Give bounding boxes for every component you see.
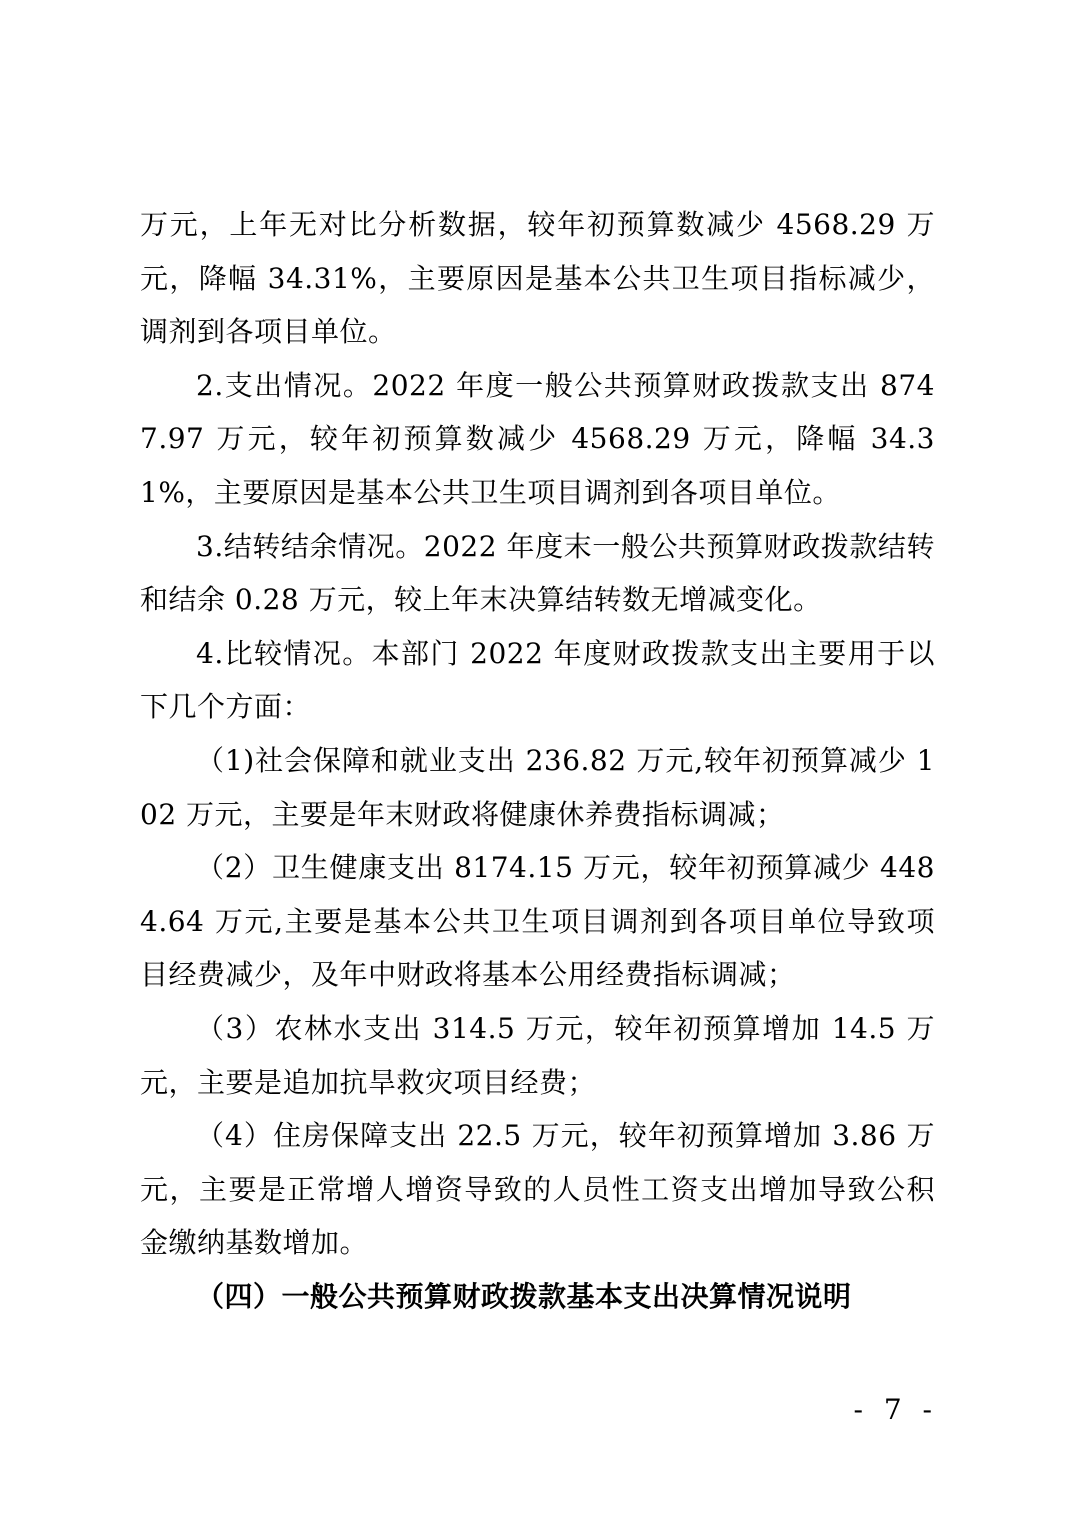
page-number: - 7 -: [853, 1393, 938, 1426]
section-heading: （四）一般公共预算财政拨款基本支出决算情况说明: [196, 1279, 852, 1313]
paragraph-item-housing: （4）住房保障支出 22.5 万元，较年初预算增加 3.86 万元，主要是正常增人增资导致的人员性工资支出增加导致公积金缴纳基数增加。: [140, 1119, 935, 1260]
paragraph-item-health: （2）卫生健康支出 8174.15 万元，较年初预算减少 4484.64 万元,主要是基本公共卫生项目调剂到各项目单位导致项目经费减少，及年中财政将基本公用经费指标调减；: [140, 851, 935, 992]
paragraph-item-social-security: （1)社会保障和就业支出 236.82 万元,较年初预算减少 102 万元，主要是年末财政将健康休养费指标调减；: [140, 743, 935, 831]
paragraph-continuation: 万元，上年无对比分析数据，较年初预算数减少 4568.29 万元，降幅 34.31%，主要原因是基本公共卫生项目指标减少，调剂到各项目单位。: [140, 208, 935, 349]
paragraph-item-agriculture: （3）农林水支出 314.5 万元，较年初预算增加 14.5 万元，主要是追加抗旱救灾项目经费；: [140, 1011, 935, 1099]
paragraph-expenditure: 2.支出情况。2022 年度一般公共预算财政拨款支出 8747.97 万元，较年初预算数减少 4568.29 万元，降幅 34.31%，主要原因是基本公共卫生项目调剂到各项目单位。: [140, 368, 935, 509]
document-body: [140, 198, 935, 1323]
paragraph-comparison: 4.比较情况。本部门 2022 年度财政拨款支出主要用于以下几个方面：: [140, 636, 935, 724]
paragraph-carryover: 3.结转结余情况。2022 年度末一般公共预算财政拨款结转和结余 0.28 万元，较上年末决算结转数无增减变化。: [140, 529, 935, 617]
